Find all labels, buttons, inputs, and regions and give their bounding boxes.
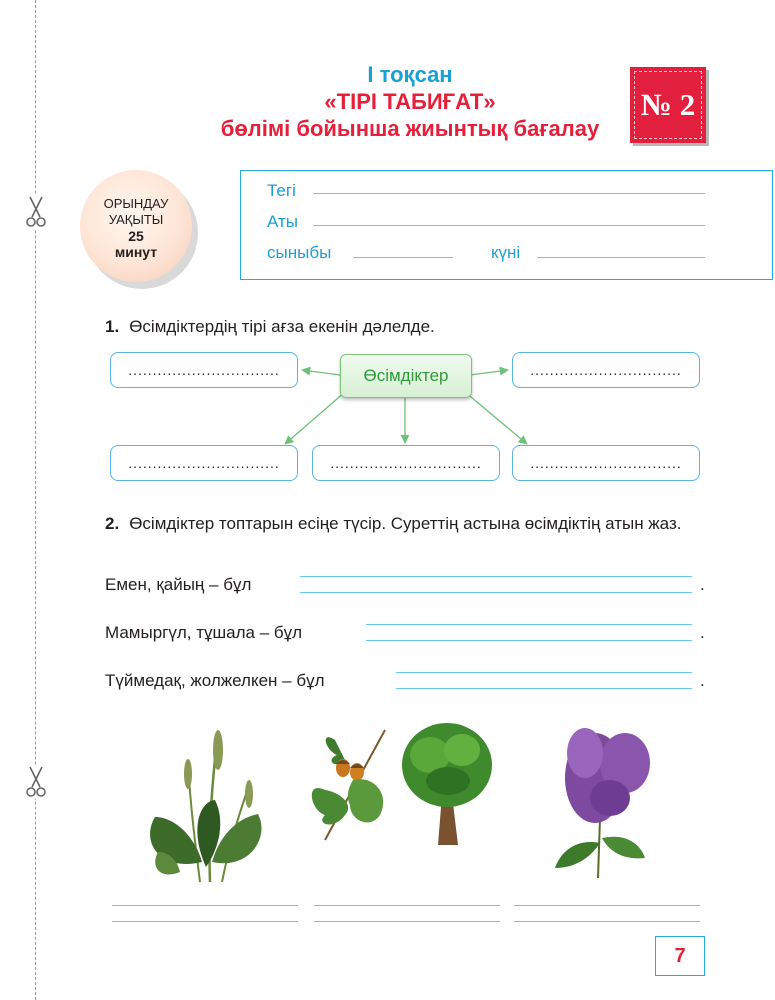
picture-2-answer-line-top[interactable]	[314, 905, 500, 906]
answer-blank: ...............................	[530, 455, 682, 471]
page-number	[655, 936, 705, 976]
fill-row-3-period: .	[700, 671, 705, 690]
page-number-value: 7	[674, 944, 686, 967]
task-2-question	[105, 512, 695, 536]
quarter-title: І тоқсан	[367, 62, 453, 87]
assessment-subtitle: бөлімі бойынша жиынтық бағалау	[220, 116, 600, 141]
picture-2-answer-line-bottom[interactable]	[314, 921, 500, 922]
lilac-image	[540, 718, 665, 883]
timer-unit: минут	[114, 244, 158, 260]
timer-value: 25	[128, 228, 144, 244]
fill-row-2-period: .	[700, 623, 705, 642]
answer-box-bottom-left[interactable]	[110, 445, 298, 481]
fill-row-2-label: Мамыргүл, тұшала – бұл	[105, 623, 303, 642]
surname-label: Тегі	[267, 181, 296, 200]
picture-1-answer-line-bottom[interactable]	[112, 921, 298, 922]
center-concept-label: Өсімдіктер	[363, 366, 449, 385]
arrow-right	[470, 370, 508, 375]
answer-box-top-right[interactable]	[512, 352, 700, 388]
answer-box-bottom-right[interactable]	[512, 445, 700, 481]
oak-leaves-acorns-image	[305, 720, 395, 850]
name-label: Аты	[267, 212, 298, 231]
task-2-number: 2.	[105, 514, 120, 533]
answer-blank: ...............................	[128, 362, 280, 378]
timer-line-2: УАҚЫТЫ	[108, 212, 164, 227]
arrow-left	[302, 370, 340, 375]
picture-3-answer-line-top[interactable]	[514, 905, 700, 906]
fill-row-3-line-bottom[interactable]	[396, 688, 692, 689]
answer-blank: ...............................	[128, 455, 280, 471]
badge-label: № 2	[640, 87, 696, 122]
section-title: «ТІРІ ТАБИҒАТ»	[324, 89, 496, 114]
class-label: сыныбы	[267, 243, 332, 262]
task-1-text: Өсімдіктердің тірі ағза екенін дәлелде.	[129, 317, 435, 336]
answer-box-top-left[interactable]	[110, 352, 298, 388]
answer-box-bottom-center[interactable]	[312, 445, 500, 481]
timer-line-1: ОРЫНДАУ	[103, 196, 169, 211]
answer-blank: ...............................	[330, 455, 482, 471]
fill-row-1-line-bottom[interactable]	[300, 592, 692, 593]
date-label: күні	[491, 243, 521, 262]
center-concept-box	[340, 354, 472, 398]
picture-1-answer-line-top[interactable]	[112, 905, 298, 906]
fill-row-2-line-bottom[interactable]	[366, 640, 692, 641]
plantain-image	[140, 722, 275, 887]
fill-row-1-label: Емен, қайың – бұл	[105, 575, 252, 594]
fill-row-1-period: .	[700, 575, 705, 594]
scissors-icon	[25, 765, 47, 799]
answer-blank: ...............................	[530, 362, 682, 378]
task-1-number: 1.	[105, 317, 120, 336]
oak-tree-image	[400, 715, 495, 850]
arrow-bottom-right	[465, 392, 527, 444]
fill-row-1-line-top[interactable]	[300, 576, 692, 577]
fill-row-3-line-top[interactable]	[396, 672, 692, 673]
fill-row-2-line-top[interactable]	[366, 624, 692, 625]
fill-row-3-label: Түймедақ, жолжелкен – бұл	[105, 671, 325, 690]
picture-3-answer-line-bottom[interactable]	[514, 921, 700, 922]
arrow-bottom-left	[285, 392, 345, 444]
task-2-text: Өсімдіктер топтарын есіңе түсір. Суреттің астына өсімдіктің атын жаз.	[129, 514, 682, 533]
